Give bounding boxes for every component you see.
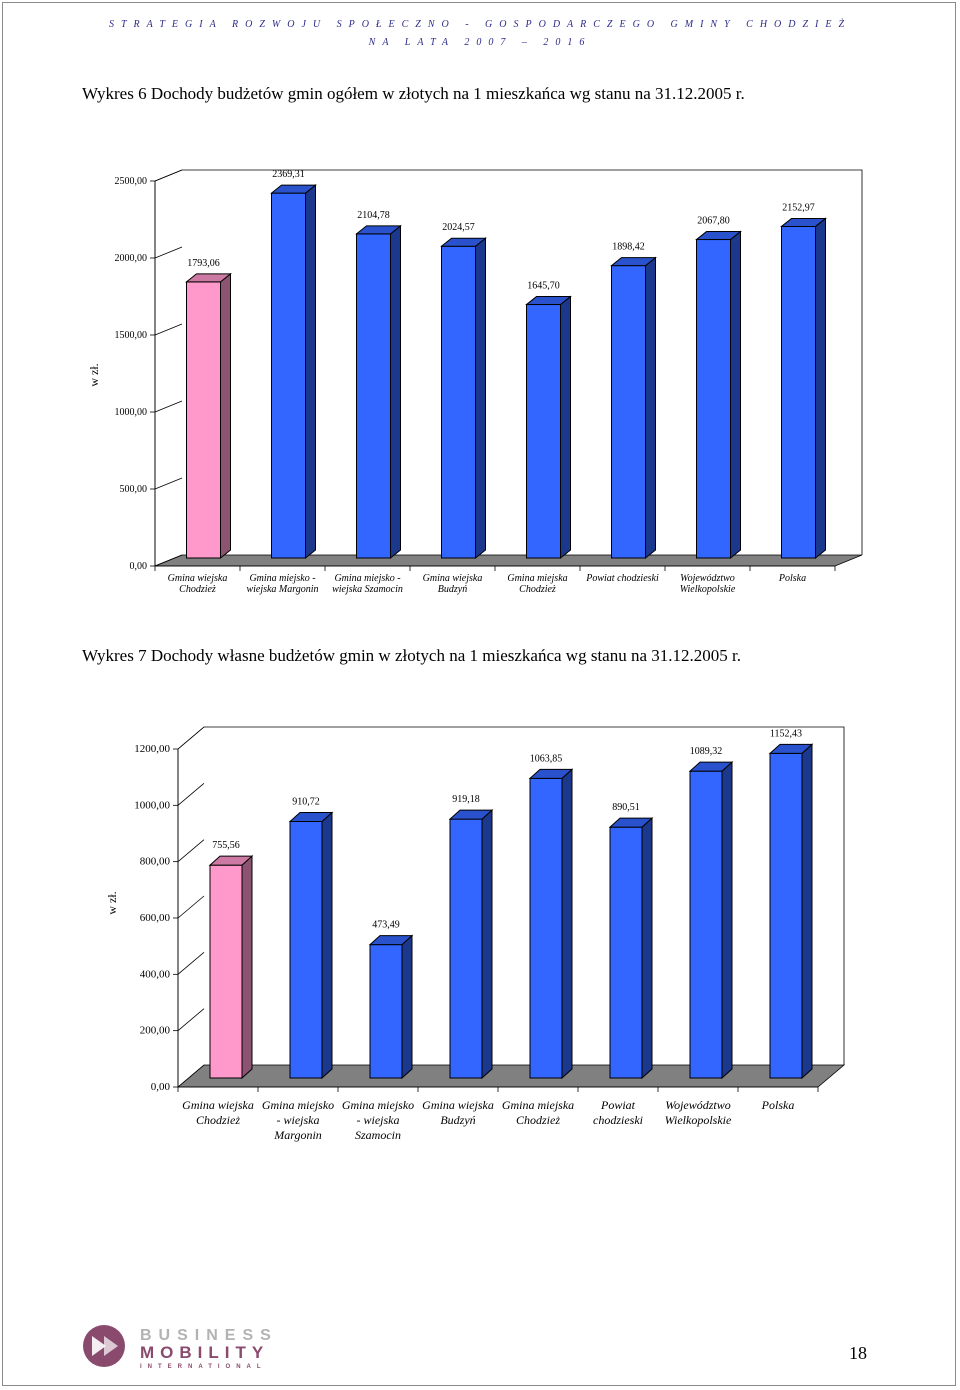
y-tick-label: 500,00 [119,484,147,495]
data-label: 919,18 [452,794,480,806]
bar-6 [612,258,656,558]
bar-3 [357,226,401,558]
y-gridline-side [155,401,182,412]
bar-side [482,810,492,1078]
x-category-label: Szamocin [355,1128,401,1142]
x-category-label: Gmina wiejska [182,1098,254,1112]
bar-front [442,246,476,558]
x-category-label: Chodzież [519,584,556,595]
logo-text-international: INTERNATIONAL [140,1364,267,1370]
y-gridline-side [155,478,182,489]
data-label: 1152,43 [769,728,803,740]
y-axis-title: w zł. [87,363,101,387]
bar-side [562,769,572,1078]
bar-5 [527,297,571,558]
bar-front [782,226,816,558]
page-number: 18 [849,1343,867,1363]
data-label: 1793,06 [187,257,220,269]
chart7 [0,720,960,1160]
x-category-label: Powiat chodzieski [586,573,659,584]
y-gridline-side [178,783,204,805]
bar-front [770,753,802,1078]
bar-7 [697,232,741,558]
document-header-title: STRATEGIA ROZWOJU SPOŁECZNO - GOSPODARCZEGO GMINY CHODZIEŻ [108,19,852,30]
bar-front [697,240,731,558]
bar-front [370,945,402,1078]
bar-2 [290,812,332,1078]
bar-side [642,818,652,1078]
x-category-label: Budzyń [440,1113,476,1127]
data-label: 1063,85 [529,753,563,765]
chart6-title: Wykres 6 Dochody budżetów gmin ogółem w złotych na 1 mieszkańca wg stanu na 31.12.2005 r. [82,84,745,103]
x-category-label: Gmina miejsko - [334,573,401,584]
x-category-label: Chodzież [515,1113,561,1127]
x-category-label: Polska [761,1098,795,1112]
logo-text-mobility: MOBILITY [140,1343,270,1362]
x-category-label: chodzieski [593,1113,643,1127]
x-category-label: Województwo [665,1098,731,1112]
y-tick-label: 0,00 [129,561,147,572]
y-tick-label: 0,00 [150,1081,170,1093]
bar-side [402,936,412,1078]
bar-front [610,827,642,1078]
bar-7 [690,762,732,1078]
chart-floor [155,555,862,566]
data-label: 910,72 [292,796,320,808]
bar-front [530,778,562,1078]
chart-walls [155,170,862,566]
chart6 [0,150,960,610]
chart-floor [178,1065,844,1087]
y-gridline-side [178,952,204,974]
bar-side [476,238,486,558]
x-category-label: Budzyń [437,584,468,595]
x-category-label: Margonin [274,1128,322,1142]
data-label: 2152,97 [782,202,815,214]
x-category-label: Chodzież [195,1113,241,1127]
x-category-label: Wielkopolskie [679,584,736,595]
data-label: 2067,80 [697,215,730,227]
bar-front [187,282,221,558]
data-label: 2104,78 [357,209,390,221]
bar-1 [187,274,231,558]
x-category-label: wiejska Margonin [246,584,319,595]
y-gridline-side [155,170,182,181]
y-gridline-side [155,247,182,258]
data-label: 473,49 [372,919,400,931]
bar-side [391,226,401,558]
x-category-label: - wiejska [276,1113,320,1127]
bar-side [722,762,732,1078]
x-category-label: Powiat [600,1098,636,1112]
data-label: 1898,42 [612,241,645,253]
x-category-label: Gmina miejska [507,573,568,584]
y-tick-label: 2000,00 [114,253,147,264]
chart-walls [178,727,844,1087]
x-category-label: Gmina wiejska [167,573,228,584]
bar-6 [610,818,652,1078]
bar-8 [770,744,812,1078]
logo-text-business: BUSINESS [140,1327,278,1344]
bar-front [272,193,306,558]
bar-front [290,821,322,1078]
y-tick-label: 1000,00 [114,407,147,418]
data-label: 2369,31 [272,169,305,181]
x-category-label: Gmina miejsko [261,1098,335,1112]
bar-4 [442,238,486,558]
x-category-label: Wielkopolskie [664,1113,732,1127]
document-header-years: NA LATA 2007 – 2016 [368,37,592,48]
x-category-label: Chodzież [179,584,216,595]
y-tick-label: 200,00 [139,1024,170,1037]
y-axis-title: w zł. [105,891,119,915]
x-category-label: Gmina miejsko - [249,573,316,584]
bar-front [450,819,482,1078]
bar-side [322,812,332,1078]
y-gridline-side [155,324,182,335]
y-tick-label: 1200,00 [134,743,170,755]
x-category-label: Gmina wiejska [422,573,483,584]
y-tick-label: 1000,00 [134,799,170,812]
data-label: 1645,70 [527,280,560,292]
x-category-label: - wiejska [356,1113,400,1127]
x-category-label: Polska [778,573,807,584]
data-label: 1089,32 [689,746,723,758]
x-category-label: Gmina wiejska [422,1098,494,1112]
bar-front [690,771,722,1078]
bar-8 [782,218,826,558]
bar-front [612,266,646,558]
bar-1 [210,856,252,1078]
data-label: 890,51 [612,802,640,814]
data-label: 755,56 [212,840,240,852]
bar-3 [370,936,412,1078]
y-gridline-side [178,727,204,749]
bar-side [306,185,316,558]
chart7-title: Wykres 7 Dochody własne budżetów gmin w złotych na 1 mieszkańca wg stanu na 31.12.2005 r. [82,646,741,665]
bar-side [646,258,656,558]
y-tick-label: 400,00 [139,968,170,981]
x-category-label: wiejska Szamocin [332,584,403,595]
bar-2 [272,185,316,558]
y-gridline-side [178,840,204,862]
bar-side [561,297,571,558]
bar-front [210,865,242,1078]
bar-side [816,218,826,558]
x-category-label: Gmina miejska [501,1098,575,1112]
y-tick-label: 1500,00 [114,330,147,341]
bar-front [527,305,561,558]
y-tick-label: 800,00 [139,855,170,868]
x-category-label: Województwo [680,573,735,584]
bar-side [802,744,812,1078]
data-label: 2024,57 [442,222,475,234]
y-tick-label: 2500,00 [114,176,147,187]
bar-5 [530,769,572,1078]
bar-side [221,274,231,558]
bar-4 [450,810,492,1078]
bar-front [357,234,391,558]
business-mobility-logo [82,1322,302,1370]
y-gridline-side [178,896,204,918]
y-gridline-side [178,1009,204,1031]
bar-side [731,232,741,558]
bar-side [242,856,252,1078]
x-category-label: Gmina miejsko [341,1098,415,1112]
y-tick-label: 600,00 [139,912,170,924]
